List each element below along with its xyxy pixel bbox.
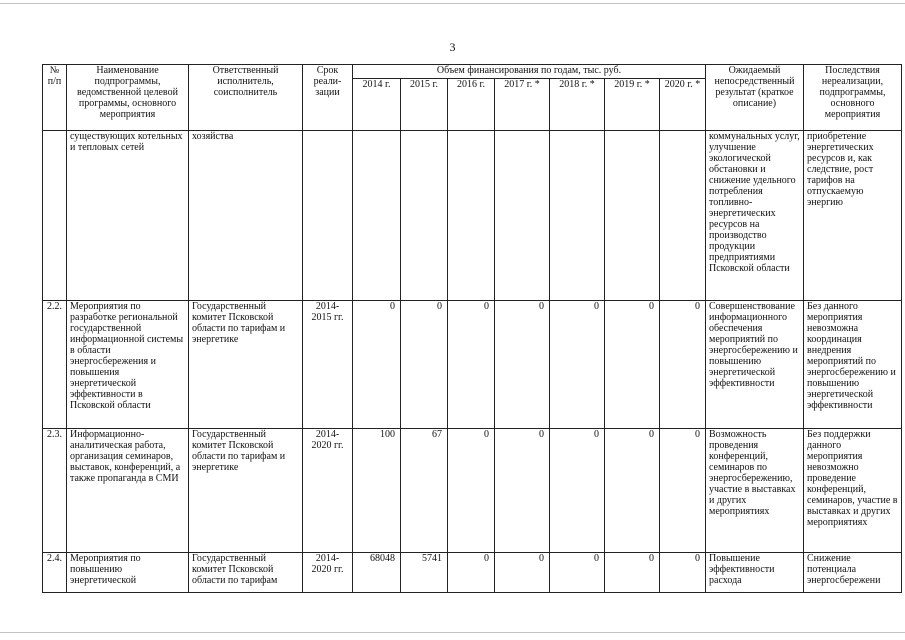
row-period: 2014-2020 гг. [303, 429, 353, 553]
row-num [43, 131, 67, 301]
header-year: 2015 г. [401, 79, 448, 131]
header-period: Срок реали-зации [303, 65, 353, 131]
row-value: 67 [401, 429, 448, 553]
header-year: 2019 г. * [605, 79, 660, 131]
row-executor: хозяйства [189, 131, 303, 301]
header-year: 2020 г. * [660, 79, 706, 131]
row-value: 0 [550, 429, 605, 553]
row-executor: Государственный комитет Псковской области по тарифам и энергетике [189, 429, 303, 553]
row-result: Повышение эффективности расхода [706, 553, 804, 593]
row-num: 2.2. [43, 301, 67, 429]
row-value: 0 [660, 429, 706, 553]
row-value: 0 [353, 301, 401, 429]
row-value: 0 [495, 553, 550, 593]
row-value: 0 [605, 553, 660, 593]
row-value [401, 131, 448, 301]
table-row [43, 553, 902, 593]
row-value [353, 131, 401, 301]
row-name: существующих котельных и тепловых сетей [67, 131, 189, 301]
row-value [660, 131, 706, 301]
row-value: 0 [605, 301, 660, 429]
header-name: Наименование подпрограммы, ведомственной целевой программы, основного мероприятия [67, 65, 189, 131]
row-period: 2014-2015 гг. [303, 301, 353, 429]
row-period: 2014-2020 гг. [303, 553, 353, 593]
table-row [43, 301, 902, 429]
header-funding: Объем финансирования по годам, тыс. руб. [353, 65, 706, 79]
row-consequence: приобретение энергетических ресурсов и, как следствие, рост тарифов на отпускаемую энергию [804, 131, 902, 301]
header-year: 2017 г. * [495, 79, 550, 131]
row-value: 0 [448, 429, 495, 553]
row-value: 0 [448, 301, 495, 429]
header-consequence: Последствия нереализации, подпрограммы, основного мероприятия [804, 65, 902, 131]
program-table [42, 64, 902, 593]
row-consequence: Без данного мероприятия невозможна координация внедрения мероприятий по энергосбережению и повышению энергетической эффективности [804, 301, 902, 429]
scan-edge-top [0, 3, 905, 4]
row-value [448, 131, 495, 301]
page-number: 3 [449, 40, 456, 54]
header-year: 2016 г. [448, 79, 495, 131]
row-value: 68048 [353, 553, 401, 593]
row-num: 2.3. [43, 429, 67, 553]
row-num: 2.4. [43, 553, 67, 593]
row-executor: Государственный комитет Псковской области по тарифам и энергетике [189, 301, 303, 429]
row-result: Совершенствование информационного обеспечения мероприятий по энергосбережению и повышению энергетической эффективности [706, 301, 804, 429]
row-value [605, 131, 660, 301]
header-executor: Ответственный исполнитель, соисполнитель [189, 65, 303, 131]
row-name: Мероприятия по разработке региональной государственной информационной системы в области энергосбережения и повышения энергетической эффективности в Псковской области [67, 301, 189, 429]
row-result: коммунальных услуг, улучшение экологической обстановки и снижение удельного потребления топливно-энергетических ресурсов на производство продукции предприятиями Псковской области [706, 131, 804, 301]
row-value: 0 [401, 301, 448, 429]
row-value: 0 [660, 301, 706, 429]
row-consequence: Снижение потенциала энергосбережени [804, 553, 902, 593]
row-value: 100 [353, 429, 401, 553]
row-period [303, 131, 353, 301]
scan-edge-bottom [0, 632, 905, 633]
row-value [550, 131, 605, 301]
row-value: 0 [660, 553, 706, 593]
header-result: Ожидаемый непосредственный результат (краткое описание) [706, 65, 804, 131]
row-value: 0 [605, 429, 660, 553]
row-value [495, 131, 550, 301]
row-value: 0 [495, 429, 550, 553]
table-row [43, 429, 902, 553]
row-name: Мероприятия по повышению энергетической [67, 553, 189, 593]
row-value: 5741 [401, 553, 448, 593]
row-executor: Государственный комитет Псковской области по тарифам [189, 553, 303, 593]
header-year: 2018 г. * [550, 79, 605, 131]
header-year: 2014 г. [353, 79, 401, 131]
row-value: 0 [550, 301, 605, 429]
row-result: Возможность проведения конференций, семинаров по энергосбережению, участие в выставках и других мероприятиях [706, 429, 804, 553]
row-consequence: Без поддержки данного мероприятия невозможно проведение конференций, семинаров, участие в выставках и других мероприятиях [804, 429, 902, 553]
row-value: 0 [550, 553, 605, 593]
header-num: № п/п [43, 65, 67, 131]
row-value: 0 [448, 553, 495, 593]
table-row [43, 131, 902, 301]
row-name: Информационно-аналитическая работа, организация семинаров, выставок, конференций, а также пропаганда в СМИ [67, 429, 189, 553]
row-value: 0 [495, 301, 550, 429]
